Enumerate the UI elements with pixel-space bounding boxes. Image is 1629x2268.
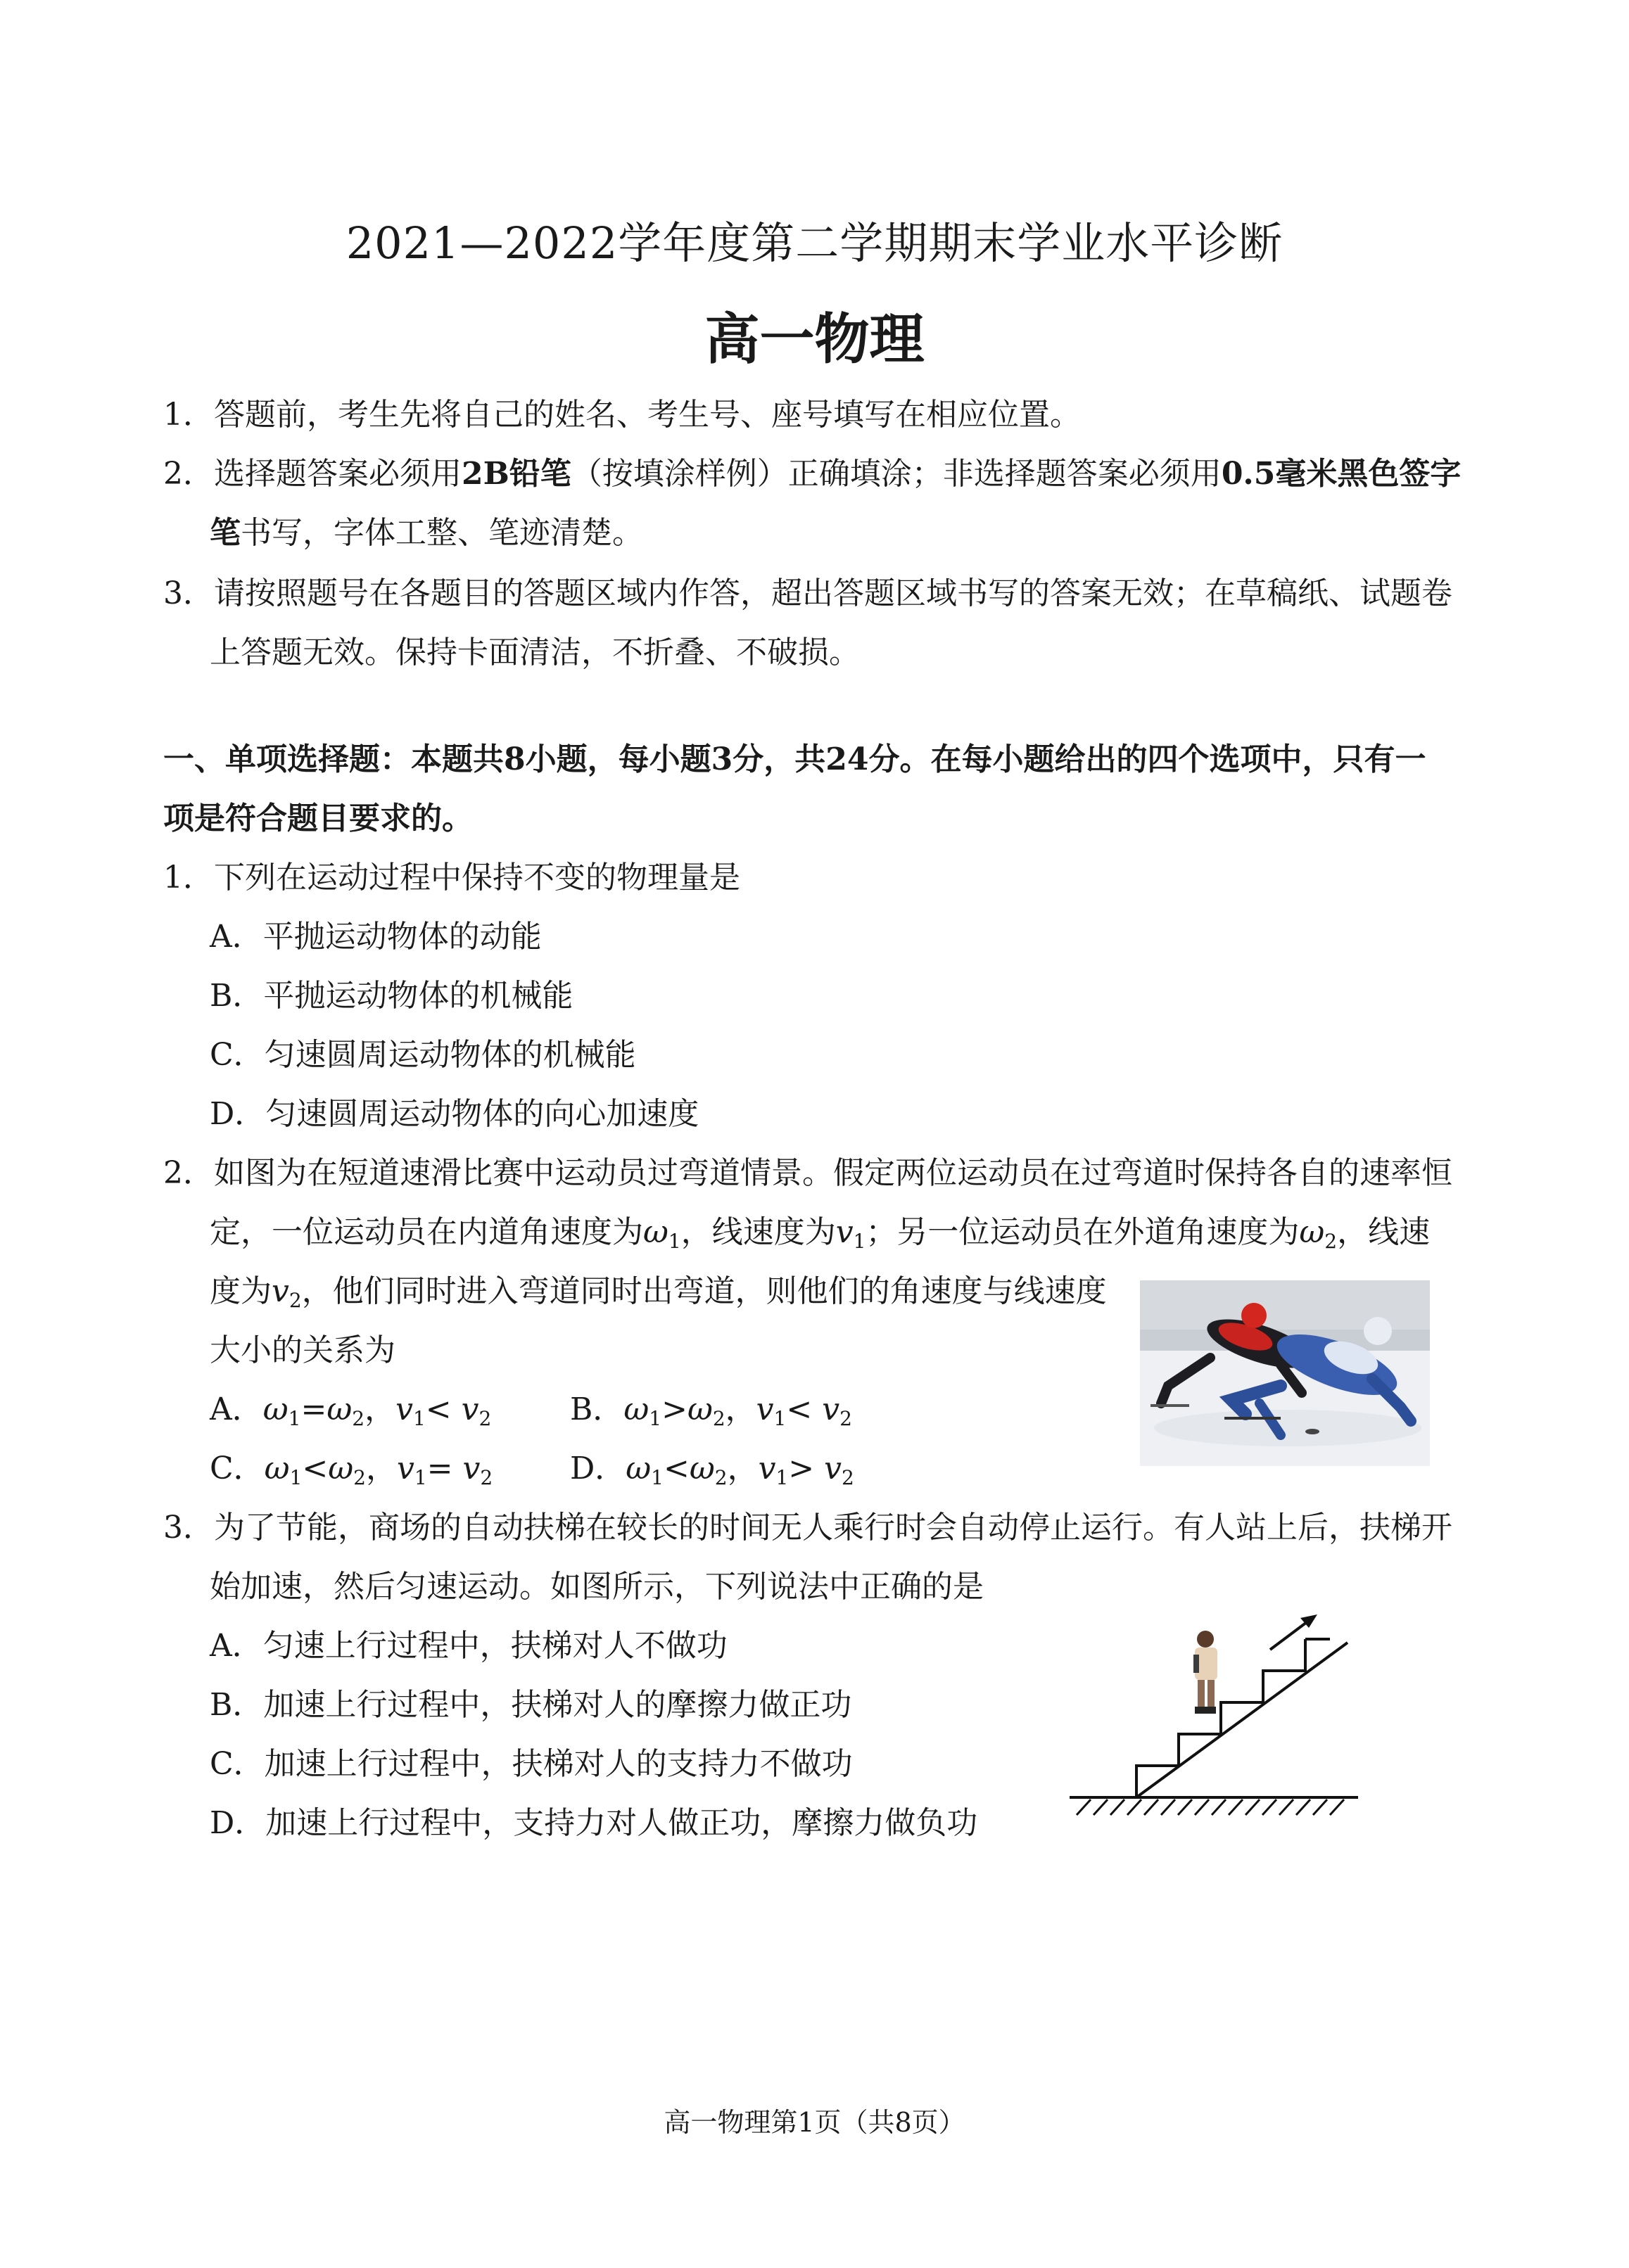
q2-omega-symbol: ω [689, 1451, 715, 1486]
q2-option-d [570, 1453, 854, 1488]
instruction-3-cont: 上答题无效。保持卡面清洁，不折叠、不破损。 [210, 635, 860, 670]
q2-subscript: 1 [773, 1407, 787, 1430]
q2-line3 [210, 1273, 1107, 1312]
q2-relation: < [664, 1451, 690, 1486]
q2-omega-symbol: ω [626, 1451, 652, 1486]
q2-subscript: 1 [412, 1407, 426, 1430]
q2-omega-symbol: ω [328, 1451, 354, 1486]
q2-v-symbol: v [396, 1451, 414, 1486]
q2-subscript: 2 [289, 1289, 302, 1312]
q2-subscript: 2 [839, 1407, 852, 1430]
q2-omega-symbol: ω [327, 1391, 353, 1427]
q2-option-label: B． [570, 1391, 624, 1427]
instruction-2-text-a: 选择题答案必须用 [214, 456, 462, 492]
q2-option-b [570, 1391, 852, 1430]
instruction-3-num: 3． [163, 575, 214, 611]
q2-subscript: 2 [478, 1407, 492, 1430]
q2-line3-b: ，他们同时进入弯道同时出弯道，则他们的角速度与线速度 [301, 1273, 1107, 1309]
q2-omega-symbol: ω [687, 1391, 713, 1427]
q2-subscript: 2 [1324, 1230, 1338, 1253]
q1-option-c: C．匀速圆周运动物体的机械能 [210, 1037, 636, 1073]
instruction-3 [163, 575, 1452, 611]
q2-relation: < [786, 1391, 813, 1427]
q2-option-a [210, 1391, 492, 1430]
instruction-2 [163, 456, 1462, 492]
instruction-1-num: 1． [163, 397, 214, 433]
q1-option-b: B．平抛运动物体的机械能 [210, 978, 573, 1014]
q3-line2: 始加速，然后匀速运动。如图所示，下列说法中正确的是 [210, 1569, 984, 1605]
q2-subscript: 2 [714, 1466, 728, 1489]
escalator-diagram [1070, 1597, 1365, 1829]
q2-v-symbol: v [395, 1391, 413, 1427]
ground-hatch [1077, 1799, 1344, 1815]
q2-v-symbol: v [824, 1451, 842, 1486]
q2-v-symbol: v [822, 1391, 840, 1427]
instruction-1-text: 答题前，考生先将自己的姓名、考生号、座号填写在相应位置。 [214, 397, 1081, 433]
subject-title: 高一物理 [704, 308, 925, 371]
q2-subscript: 2 [712, 1407, 725, 1430]
instruction-1 [163, 397, 1081, 433]
escalator-steps [1136, 1639, 1305, 1797]
instruction-2-cont-bold: 笔 [210, 515, 241, 551]
q3-line1: 3．为了节能，商场的自动扶梯在较长的时间无人乘行时会自动停止运行。有人站上后，扶梯开 [163, 1510, 1452, 1546]
section-heading-line2: 项是符合题目要求的。 [163, 801, 473, 836]
q2-line3-a: 度为 [210, 1273, 272, 1309]
q2-subscript: 2 [352, 1407, 365, 1430]
q2-subscript: 1 [649, 1407, 662, 1430]
q2-v-symbol: v [461, 1391, 479, 1427]
q2-option-label: C． [210, 1451, 265, 1486]
page-footer: 高一物理第1页（共8页） [664, 2107, 965, 2138]
q3-option-c: C．加速上行过程中，扶梯对人的支持力不做功 [210, 1746, 853, 1782]
direction-arrow-icon [1270, 1614, 1317, 1650]
q1-option-d: D．匀速圆周运动物体的向心加速度 [210, 1096, 699, 1132]
q2-v-symbol: v [756, 1391, 774, 1427]
q2-relation: < [425, 1391, 452, 1427]
escalator-incline [1136, 1643, 1348, 1797]
q2-line2 [210, 1214, 1431, 1253]
q2-v-symbol: v [462, 1451, 481, 1486]
person-figure [1193, 1631, 1217, 1714]
q2-omega-symbol: ω [262, 1391, 289, 1427]
q2-line2-b: ，线速度为 [680, 1214, 836, 1250]
q1-option-a: A．平抛运动物体的动能 [210, 919, 542, 955]
instruction-2-bold-b: 0.5毫米黑色签字 [1221, 456, 1462, 492]
q2-subscript: 2 [353, 1466, 366, 1489]
q2-relation: > [661, 1391, 687, 1427]
q2-omega-symbol: ω [264, 1451, 290, 1486]
q2-omega-symbol: ω [1299, 1214, 1325, 1250]
q2-relation: < [302, 1451, 329, 1486]
q2-subscript: 1 [289, 1466, 303, 1489]
q3-option-b: B．加速上行过程中，扶梯对人的摩擦力做正功 [210, 1687, 852, 1723]
q2-line2-d: ，线速 [1337, 1214, 1431, 1250]
instruction-2-cont [210, 515, 643, 551]
q2-separator: ， [727, 1451, 759, 1486]
q2-subscript: 1 [651, 1466, 664, 1489]
q2-option-label: D． [570, 1451, 626, 1486]
q3-option-a: A．匀速上行过程中，扶梯对人不做功 [210, 1628, 728, 1664]
q2-omega-symbol: ω [623, 1391, 649, 1427]
q2-separator: ， [725, 1391, 756, 1427]
section-heading-line1: 一、单项选择题：本题共8小题，每小题3分，共24分。在每小题给出的四个选项中，只有一 [163, 741, 1426, 777]
speed-skating-photo [1140, 1280, 1430, 1466]
q2-relation: = [426, 1451, 453, 1486]
q2-line4: 大小的关系为 [210, 1332, 395, 1368]
q2-subscript: 2 [480, 1466, 493, 1489]
q2-relation: > [788, 1451, 815, 1486]
q2-v-symbol: v [835, 1214, 854, 1250]
q2-line1: 2．如图为在短道速滑比赛中运动员过弯道情景。假定两位运动员在过弯道时保持各自的速率恒 [163, 1155, 1452, 1191]
instruction-2-num: 2． [163, 456, 214, 492]
instruction-3-text: 请按照题号在各题目的答题区域内作答，超出答题区域书写的答案无效；在草稿纸、试题卷 [214, 575, 1452, 611]
q3-option-d: D．加速上行过程中，支持力对人做正功，摩擦力做负功 [210, 1805, 978, 1841]
q2-separator: ， [365, 1451, 397, 1486]
q2-option-c [210, 1453, 493, 1488]
q2-subscript: 1 [414, 1466, 427, 1489]
instruction-2-cont-text: 书写，字体工整、笔迹清楚。 [241, 515, 643, 551]
q2-subscript: 2 [842, 1466, 854, 1489]
q2-line2-c: ；另一位运动员在外道角速度为 [866, 1214, 1300, 1250]
q2-v-symbol: v [272, 1273, 289, 1309]
q2-subscript: 1 [288, 1407, 301, 1430]
q2-line2-a: 定，一位运动员在内道角速度为 [210, 1214, 643, 1250]
q2-separator: ， [365, 1391, 396, 1427]
q2-subscript: 1 [668, 1230, 681, 1253]
q2-subscript: 1 [775, 1466, 789, 1489]
exam-title: 2021—2022学年度第二学期期末学业水平诊断 [346, 217, 1283, 269]
q1-stem: 1．下列在运动过程中保持不变的物理量是 [163, 860, 740, 896]
instruction-2-text-b: （按填涂样例）正确填涂；非选择题答案必须用 [571, 456, 1222, 492]
q2-option-label: A． [210, 1391, 263, 1427]
q2-relation: = [300, 1391, 327, 1427]
q2-subscript: 1 [853, 1230, 866, 1253]
instruction-2-bold-a: 2B铅笔 [462, 456, 571, 492]
q2-omega-symbol: ω [643, 1214, 668, 1250]
q2-v-symbol: v [758, 1451, 776, 1486]
